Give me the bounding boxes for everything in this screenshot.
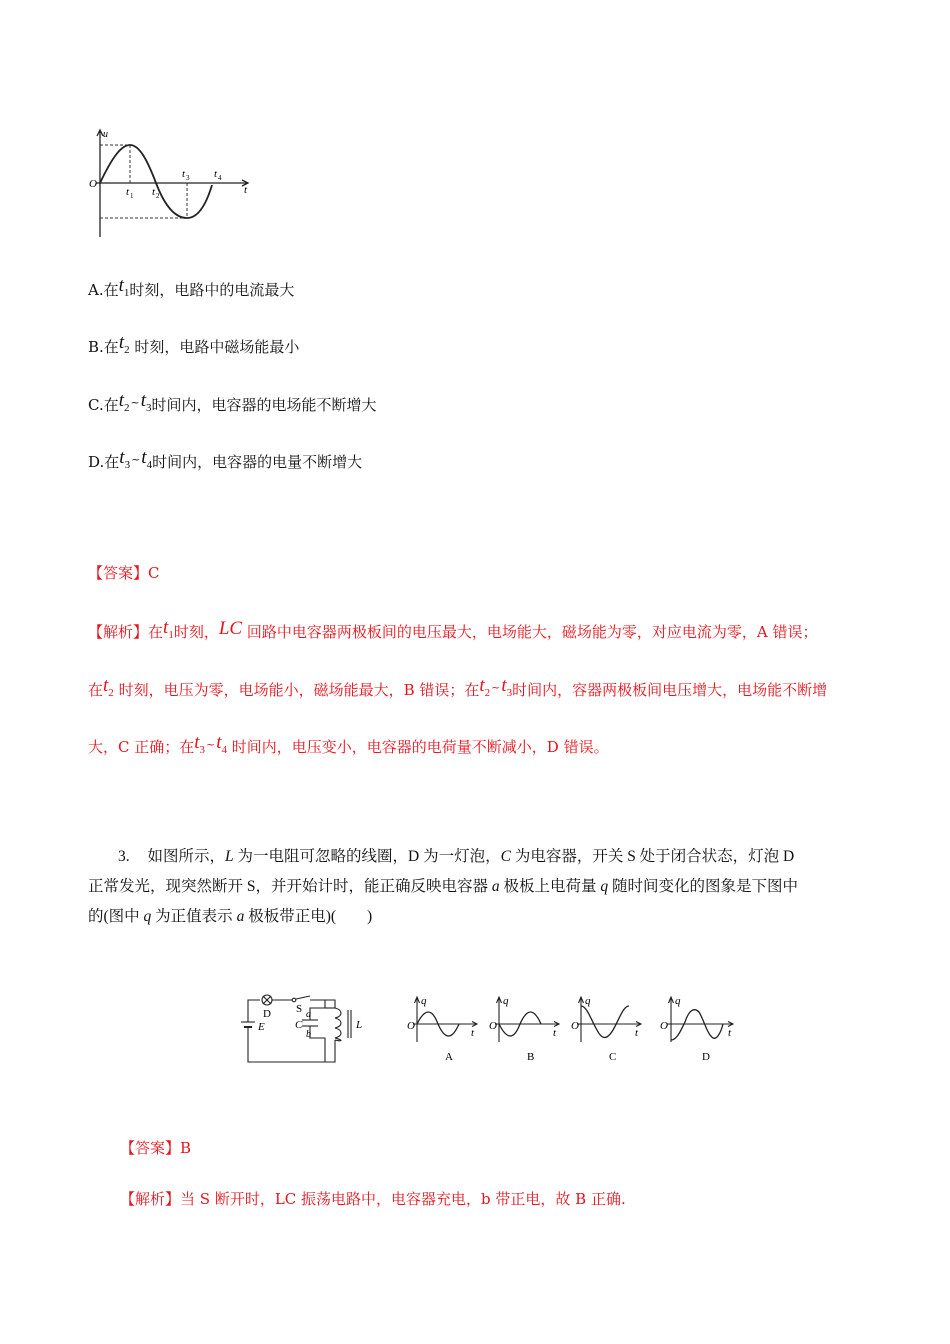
choice-graph-a[interactable] bbox=[405, 992, 485, 1064]
question-3-line-2: 正常发光，现突然断开 S，并开始计时，能正确反映电容器 a 极板上电荷量 q 随时间变化的图象是下图中 bbox=[88, 878, 799, 895]
svg-text:2: 2 bbox=[156, 192, 160, 200]
origin-label: O bbox=[89, 178, 97, 190]
choice-graph-b[interactable] bbox=[487, 992, 567, 1064]
explanation-1-line-3: 大，C 正确；在t3~t4 时间内，电压变小，电容器的电荷量不断减小，D 错误。 bbox=[88, 732, 609, 756]
svg-text:q: q bbox=[421, 995, 427, 1007]
switch-contact bbox=[292, 998, 296, 1002]
u-label: u bbox=[103, 129, 108, 140]
t4-label: t bbox=[214, 168, 218, 180]
svg-text:O: O bbox=[571, 1020, 579, 1032]
lc-circuit-diagram bbox=[240, 990, 370, 1070]
capacitor-label: C bbox=[295, 1019, 303, 1031]
t2-label: t bbox=[152, 186, 156, 198]
svg-text:O: O bbox=[489, 1020, 497, 1032]
lamp-label: D bbox=[263, 1008, 271, 1020]
svg-text:q: q bbox=[503, 995, 509, 1007]
svg-text:t: t bbox=[471, 1027, 475, 1039]
t1-label: t bbox=[126, 186, 130, 198]
option-d[interactable]: D.在t3~t4时间内，电容器的电量不断增大 bbox=[88, 447, 363, 471]
question-3-line-3: 的(图中 q 为正值表示 a 极板带正电)( ) bbox=[88, 908, 373, 925]
graph-c-label: C bbox=[609, 1051, 617, 1063]
graph-a-label: A bbox=[445, 1051, 453, 1063]
t3-label: t bbox=[182, 168, 186, 180]
explanation-2: 【解析】当 S 断开时，LC 振荡电路中，电容器充电，b 带正电，故 B 正确. bbox=[120, 1190, 626, 1208]
question-3-line-1: 3. 如图所示，L 为一电阻可忽略的线圈，D 为一灯泡，C 为电容器，开关 S 处于闭合状态，灯泡 D bbox=[118, 848, 795, 865]
choice-graph-c[interactable] bbox=[569, 992, 649, 1064]
svg-text:t: t bbox=[553, 1027, 557, 1039]
graph-b-label: B bbox=[527, 1051, 535, 1063]
option-b[interactable]: B.在t2 时刻，电路中磁场能最小 bbox=[88, 332, 300, 356]
svg-text:4: 4 bbox=[218, 174, 222, 182]
curve-c bbox=[581, 1006, 629, 1038]
svg-text:1: 1 bbox=[130, 192, 134, 200]
switch-s[interactable] bbox=[296, 996, 310, 999]
voltage-curve bbox=[100, 145, 212, 218]
svg-text:q: q bbox=[675, 995, 681, 1007]
switch-label: S bbox=[296, 1003, 303, 1015]
t-label: t bbox=[244, 184, 248, 196]
question-number: 3. bbox=[118, 848, 130, 865]
option-a[interactable]: A.在t1时刻，电路中的电流最大 bbox=[88, 275, 295, 299]
plate-a-label: a bbox=[306, 1009, 311, 1020]
svg-text:O: O bbox=[407, 1020, 415, 1032]
svg-text:t: t bbox=[728, 1027, 732, 1039]
svg-text:t: t bbox=[635, 1027, 639, 1039]
option-c[interactable]: C.在t2~t3时间内，电容器的电场能不断增大 bbox=[88, 390, 377, 414]
battery-label: E bbox=[258, 1021, 265, 1033]
svg-text:3: 3 bbox=[186, 174, 190, 182]
inductor-coil-icon bbox=[335, 1008, 341, 1041]
curve-d bbox=[671, 1010, 723, 1040]
inductor-label: L bbox=[356, 1019, 363, 1031]
plate-b-label: b bbox=[306, 1029, 311, 1040]
explanation-1-line-2: 在t2 时刻，电压为零，电场能小，磁场能最大，B 错误；在t2~t3时间内，容器两极板间电压增大，电场能不断增 bbox=[88, 675, 828, 699]
graph-d-label: D bbox=[702, 1051, 710, 1063]
answer-1: 【答案】C bbox=[88, 564, 160, 582]
svg-text:O: O bbox=[660, 1020, 668, 1032]
answer-2: 【答案】B bbox=[120, 1139, 192, 1157]
svg-text:q: q bbox=[585, 995, 591, 1007]
voltage-time-graph bbox=[88, 125, 258, 240]
explanation-1-line-1: 【解析】在t1时刻，LC 回路中电容器两极板间的电压最大，电场能大，磁场能为零，对应电流为零，A 错误； bbox=[88, 617, 818, 641]
choice-graph-d[interactable] bbox=[651, 992, 741, 1064]
